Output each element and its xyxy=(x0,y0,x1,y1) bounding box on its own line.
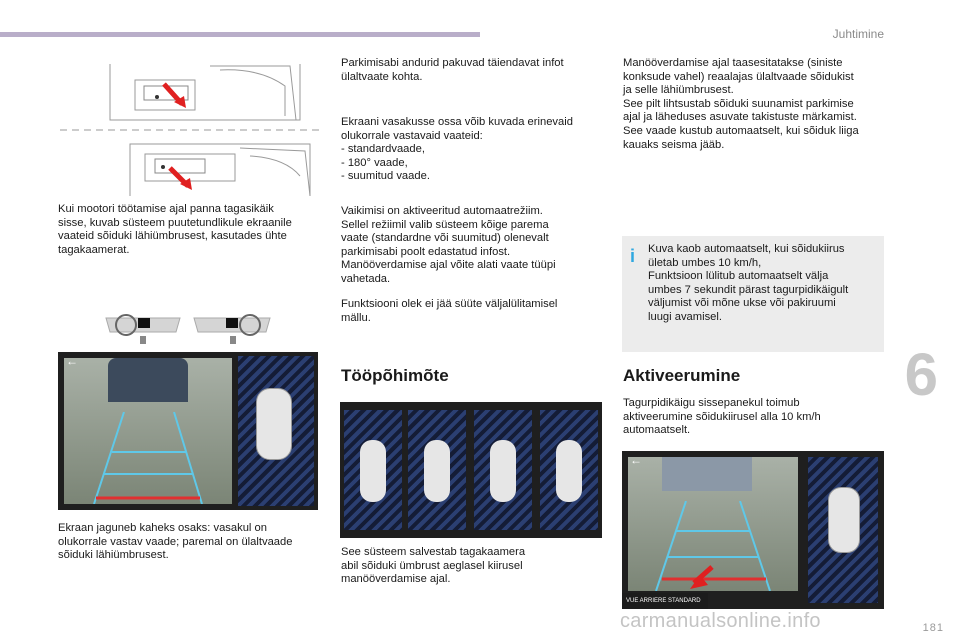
camera-screen-standard xyxy=(622,451,884,609)
watermark: carmanualsonline.info xyxy=(620,610,821,632)
mirror-icon xyxy=(106,315,180,344)
topview-sequence xyxy=(340,402,602,538)
memory-text: Funktsiooni olek ei jää süüte väljalülitamisel mällu. xyxy=(341,298,558,324)
header-accent-bar xyxy=(0,32,480,37)
info-text: Kuva kaob automaatselt, kui sõidukiirus ületab umbes 10 km/h, Funktsioon lülitub automaatselt välja umbes 7 sekundit pärast tagurpidikäigult väljumist või mõne ukse või pakiruumi luugi avamisel. xyxy=(648,243,849,323)
back-arrow-icon[interactable]: ← xyxy=(66,354,78,368)
mirror-icon xyxy=(194,315,270,344)
recording-text: See süsteem salvestab tagakaamera abil sõiduki ümbrust aeglasel kiirusel manööverdamise ajal. xyxy=(341,546,526,586)
activation-text: Tagurpidikäigu sissepanekul toimub aktiveerumine sõidukiirusel alla 10 km/h automaatselt. xyxy=(623,397,821,437)
section-title: Juhtimine xyxy=(832,27,884,41)
intro-text: Kui mootori töötamise ajal panna tagasikäik sisse, kuvab süsteem puutetundlikule ekraanile vaateid sõiduki lähiümbrusest, kasutades ühte tagakaamerat. xyxy=(58,203,292,256)
auto-mode-text: Vaikimisi on aktiveeritud automaatrežiim. Sellel režiimil valib süsteem kõige parema vaate (standardne või suumitud) olenevalt parkimisabi poolt edastatud infost. Manööverdamise ajal võite alati vaate tüüpi vahetada. xyxy=(341,205,556,285)
view-mode-bar[interactable] xyxy=(622,593,708,609)
page-number: 181 xyxy=(922,622,944,634)
screen-description: Ekraan jaguneb kaheks osaks: vasakul on olukorrale vastav vaade; paremal on ülaltvaade sõiduki lähiümbrusest. xyxy=(58,522,293,562)
mirror-icons xyxy=(100,310,280,346)
replay-text: Manööverdamise ajal taasesitatakse (siniste konksude vahel) reaalajas ülaltvaade sõidukist ja selle lähiümbrusest. See pilt lihtsustab sõiduki suunamist parkimise ajal ja läheduses asuvate takistuste märkamist. See vaade kustub automaatselt, kui sõiduk liiga kauaks seisma jääb. xyxy=(623,57,859,151)
view-mode-label: VUE ARRIERE STANDARD xyxy=(626,598,701,604)
info-icon: i xyxy=(630,246,636,266)
sensor-text: Parkimisabi andurid pakuvad täiendavat infot ülaltvaate kohta. xyxy=(341,57,564,83)
camera-screen-split xyxy=(58,352,318,510)
heading-activation: Aktiveerumine xyxy=(623,366,741,385)
views-text: Ekraani vasakusse ossa võib kuvada erinevaid olukorrale vastavaid vaateid: - standardvaade, - 180° vaade, - suumitud vaade. xyxy=(341,116,573,183)
heading-principle: Tööpõhimõte xyxy=(341,366,449,385)
chapter-number: 6 xyxy=(904,341,938,408)
vehicle-rear-illustration xyxy=(60,56,322,196)
back-arrow-icon[interactable]: ← xyxy=(630,453,642,467)
